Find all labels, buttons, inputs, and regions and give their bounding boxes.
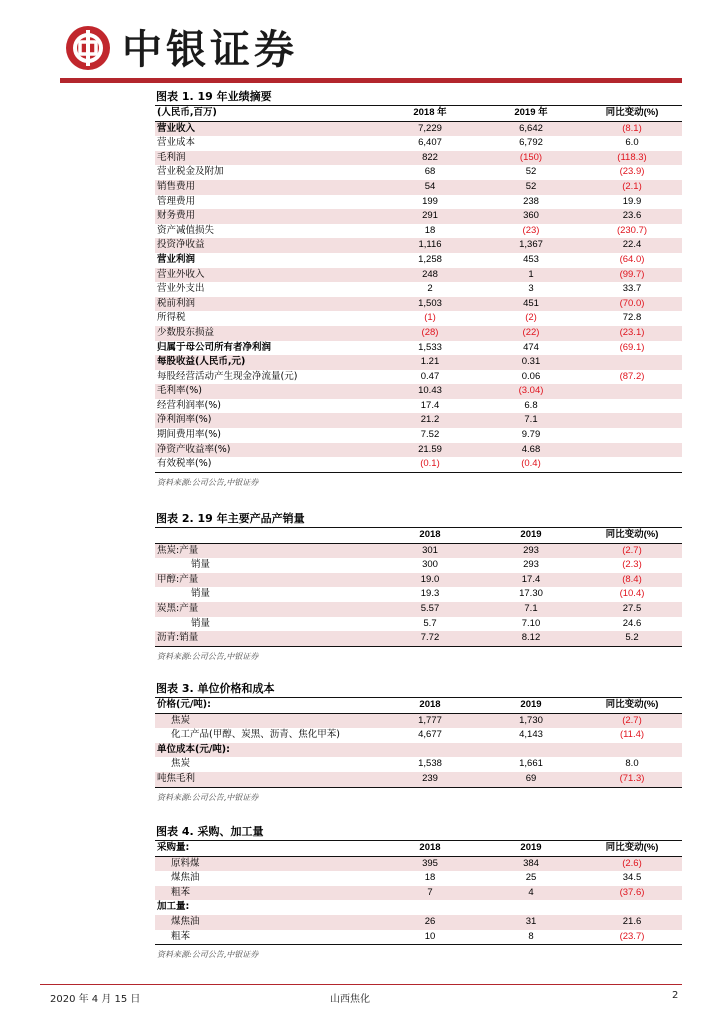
cell-v2019 — [480, 900, 582, 915]
row-label: 期间费用率(%) — [157, 429, 221, 441]
unit-price-cost-table — [155, 698, 682, 788]
row-label: 投资净收益 — [155, 238, 380, 253]
table-row — [155, 602, 682, 617]
column-header — [155, 528, 380, 543]
table-row — [155, 151, 682, 166]
cell-chg: (23.9) — [619, 166, 645, 178]
cell-v2018 — [380, 743, 480, 758]
cell-v2018: 822 — [380, 151, 480, 166]
column-header: 2019 — [480, 841, 582, 856]
row-label: 粗苯 — [155, 886, 380, 901]
table-row — [155, 900, 682, 915]
table-row — [155, 573, 682, 588]
cell-v2018: 6,407 — [418, 137, 442, 149]
cell-v2019: 293 — [523, 559, 539, 571]
cell-chg: 34.5 — [622, 872, 642, 884]
cell-v2019: 69 — [480, 772, 582, 787]
source-note: 资料来源:公司公告,中银证券 — [157, 651, 259, 661]
cell-v2018: 10 — [380, 930, 480, 945]
row-label: 营业税金及附加 — [157, 166, 224, 178]
cell-v2018: 291 — [380, 209, 480, 224]
cell-v2018: (1) — [424, 312, 436, 324]
table-row — [155, 543, 682, 558]
cell-chg — [582, 428, 682, 443]
table-row — [155, 413, 682, 428]
cell-chg: (23.1) — [582, 326, 682, 341]
row-label: 净利润率(%) — [155, 413, 380, 428]
table-row — [155, 631, 682, 646]
cell-v2019: 17.4 — [480, 573, 582, 588]
column-header: 2018 — [380, 698, 480, 713]
source-note: 资料来源:公司公告,中银证券 — [157, 950, 259, 960]
cell-v2018: 1,533 — [418, 341, 442, 353]
cell-chg: (99.7) — [582, 268, 682, 283]
cell-v2019: 6,642 — [480, 121, 582, 136]
row-label: 沥青:销量 — [155, 631, 380, 646]
cell-v2019: 0.06 — [521, 370, 541, 382]
column-header: 采购量: — [155, 841, 380, 856]
cell-v2018: (28) — [380, 326, 480, 341]
cell-v2019: 8 — [480, 930, 582, 945]
row-label: 经营利润率(%) — [157, 399, 221, 411]
cell-chg: (11.4) — [619, 729, 645, 741]
cell-chg: 23.6 — [582, 209, 682, 224]
row-label: 单位成本(元/吨): — [155, 743, 380, 758]
cell-chg: (87.2) — [619, 370, 645, 382]
cell-v2018: 0.47 — [420, 370, 440, 382]
cell-chg: 8.0 — [625, 758, 639, 770]
cell-v2019: (23) — [522, 224, 540, 236]
cell-v2018: (0.1) — [380, 457, 480, 472]
table-row — [155, 224, 682, 239]
cell-v2019: 1,367 — [480, 238, 582, 253]
table-row — [155, 930, 682, 945]
cell-chg: (2.1) — [582, 180, 682, 195]
cell-v2019: 3 — [528, 283, 534, 295]
table-row — [155, 713, 682, 728]
cell-chg — [582, 443, 682, 458]
cell-v2019: 453 — [523, 253, 539, 265]
cell-v2018: 5.7 — [423, 617, 437, 629]
cell-v2018: 199 — [422, 195, 438, 207]
table-row — [155, 384, 682, 399]
cell-v2018: 300 — [422, 559, 438, 571]
table-row — [155, 457, 682, 472]
cell-chg: 6.0 — [625, 137, 639, 149]
table-row — [155, 355, 682, 370]
cell-chg: (118.3) — [582, 151, 682, 166]
brand-name: 中银证券 — [122, 26, 298, 73]
cell-chg: 22.4 — [582, 238, 682, 253]
row-label: 财务费用 — [155, 209, 380, 224]
cell-v2018: 248 — [380, 268, 480, 283]
column-header: 价格(元/吨): — [155, 698, 380, 713]
cell-v2019: 7.10 — [521, 617, 541, 629]
table-row — [155, 341, 682, 356]
cell-v2018: 1,116 — [380, 238, 480, 253]
column-header: 2019 — [480, 698, 582, 713]
row-label: 煤焦油 — [155, 915, 380, 930]
header-divider — [60, 78, 682, 83]
table-row — [155, 871, 682, 886]
row-label: 焦炭 — [171, 758, 191, 770]
row-label: 归属于母公司所有者净利润 — [157, 341, 272, 353]
cell-v2018: 2 — [427, 283, 433, 295]
cell-v2019: 1,661 — [519, 758, 543, 770]
cell-v2019: (150) — [480, 151, 582, 166]
cell-v2018: 7 — [380, 886, 480, 901]
row-label: 粗苯 — [155, 930, 380, 945]
row-label: 营业收入 — [155, 121, 380, 136]
cell-v2018: 1,258 — [418, 253, 442, 265]
cell-v2019 — [480, 743, 582, 758]
row-label: 少数股东损益 — [155, 326, 380, 341]
column-header: 同比变动(%) — [582, 698, 682, 713]
cell-v2019: 474 — [523, 341, 539, 353]
row-label: 营业外支出 — [157, 283, 205, 295]
row-label: 资产减值损失 — [157, 224, 215, 236]
cell-v2018: 26 — [380, 915, 480, 930]
cell-chg: (2.6) — [582, 856, 682, 871]
table-row — [155, 311, 682, 326]
row-label: 加工量: — [157, 901, 190, 913]
cell-v2019: 4.68 — [480, 443, 582, 458]
footer-date: 2020 年 4 月 15 日 — [50, 994, 141, 1005]
cell-chg — [582, 355, 682, 370]
table-row — [155, 370, 682, 385]
cell-v2019: 6,792 — [519, 137, 543, 149]
cell-chg: (37.6) — [582, 886, 682, 901]
cell-v2018: 5.57 — [380, 602, 480, 617]
cell-v2018: 19.0 — [380, 573, 480, 588]
table-row — [155, 728, 682, 743]
cell-v2019: 293 — [480, 543, 582, 558]
row-label: 管理费用 — [157, 195, 196, 207]
cell-v2019: 0.31 — [480, 355, 582, 370]
row-label: 营业外收入 — [155, 268, 380, 283]
table-row — [155, 617, 682, 632]
table-row — [155, 180, 682, 195]
production-sales-table — [155, 528, 682, 647]
row-label: 吨焦毛利 — [155, 772, 380, 787]
table-row — [155, 915, 682, 930]
cell-v2018: 1,503 — [380, 297, 480, 312]
cell-chg: 24.6 — [622, 617, 642, 629]
column-header: 2019 — [480, 528, 582, 543]
cell-v2019: 52 — [525, 166, 537, 178]
cell-v2019: 4,143 — [519, 729, 543, 741]
table-row — [155, 443, 682, 458]
cell-v2018: 54 — [380, 180, 480, 195]
table-row — [155, 238, 682, 253]
row-label: 销量 — [191, 559, 211, 571]
exhibit-title: 图表 4. 采购、加工量 — [155, 823, 682, 841]
cell-v2018: 1,777 — [380, 713, 480, 728]
cell-v2019: (2) — [525, 312, 537, 324]
row-label: 焦炭:产量 — [155, 543, 380, 558]
cell-v2018: 19.3 — [420, 588, 440, 600]
cell-v2018: 395 — [380, 856, 480, 871]
cell-chg: (64.0) — [619, 253, 645, 265]
cell-v2018: 18 — [424, 224, 436, 236]
cell-chg — [582, 399, 682, 414]
cell-chg: (8.4) — [582, 573, 682, 588]
cell-chg: (23.7) — [582, 930, 682, 945]
cell-v2019: 384 — [480, 856, 582, 871]
cell-chg: 33.7 — [622, 283, 642, 295]
table-row — [155, 757, 682, 772]
row-label: 毛利润 — [155, 151, 380, 166]
source-note: 资料来源:公司公告,中银证券 — [157, 477, 259, 487]
table-row — [155, 428, 682, 443]
cell-chg: 5.2 — [582, 631, 682, 646]
cell-chg: 27.5 — [582, 602, 682, 617]
table-row — [155, 326, 682, 341]
exhibit-title: 图表 1. 19 年业绩摘要 — [155, 88, 682, 106]
column-header: 2019 年 — [480, 106, 582, 121]
column-header: 2018 — [380, 528, 480, 543]
cell-chg: (2.7) — [582, 713, 682, 728]
row-label: 销量 — [191, 617, 211, 629]
cell-v2018: 7.72 — [380, 631, 480, 646]
cell-chg: 72.8 — [622, 312, 642, 324]
table-row — [155, 587, 682, 602]
cell-v2018: 10.43 — [380, 384, 480, 399]
financial-summary-table — [155, 106, 682, 473]
cell-chg — [582, 743, 682, 758]
cell-v2019: 360 — [480, 209, 582, 224]
row-label: 焦炭 — [155, 713, 380, 728]
cell-v2018: 4,677 — [418, 729, 442, 741]
cell-chg: (10.4) — [619, 588, 645, 600]
row-label: 炭黑:产量 — [155, 602, 380, 617]
cell-chg — [582, 413, 682, 428]
row-label: 所得税 — [157, 312, 186, 324]
row-label: 净资产收益率(%) — [155, 443, 380, 458]
cell-v2019: (22) — [480, 326, 582, 341]
table-row — [155, 253, 682, 268]
cell-v2019: 8.12 — [480, 631, 582, 646]
table-row — [155, 886, 682, 901]
row-label: 税前利润 — [155, 297, 380, 312]
table-row — [155, 121, 682, 136]
exhibit-1 — [155, 88, 682, 490]
cell-v2019: 451 — [480, 297, 582, 312]
cell-chg: 21.6 — [582, 915, 682, 930]
cell-v2018: 1.21 — [380, 355, 480, 370]
row-label: 每股收益(人民币,元) — [155, 355, 380, 370]
cell-v2018: 7.52 — [420, 429, 440, 441]
cell-chg: (230.7) — [616, 224, 648, 236]
table-row — [155, 165, 682, 180]
cell-v2019: 1 — [480, 268, 582, 283]
column-header: 2018 年 — [380, 106, 480, 121]
cell-v2019: (0.4) — [480, 457, 582, 472]
column-header: 2018 — [380, 841, 480, 856]
table-row — [155, 743, 682, 758]
column-header: (人民币,百万) — [155, 106, 380, 121]
cell-v2018: 1,538 — [418, 758, 442, 770]
footer-divider — [40, 984, 682, 985]
row-label: 营业成本 — [157, 137, 196, 149]
footer-company: 山西焦化 — [330, 994, 370, 1005]
cell-v2019: 6.8 — [524, 399, 538, 411]
cell-v2018: 21.59 — [380, 443, 480, 458]
column-header: 同比变动(%) — [582, 528, 682, 543]
table-row — [155, 136, 682, 151]
cell-v2019: 4 — [480, 886, 582, 901]
column-header: 同比变动(%) — [582, 106, 682, 121]
table-row — [155, 268, 682, 283]
cell-v2018: 239 — [380, 772, 480, 787]
table-row — [155, 399, 682, 414]
row-label: 原料煤 — [155, 856, 380, 871]
row-label: 毛利率(%) — [155, 384, 380, 399]
row-label: 煤焦油 — [171, 872, 200, 884]
row-label: 销售费用 — [155, 180, 380, 195]
cell-v2018: 17.4 — [420, 399, 440, 411]
table-row — [155, 209, 682, 224]
row-label: 营业利润 — [157, 253, 196, 265]
cell-chg — [582, 900, 682, 915]
exhibit-title: 图表 3. 单位价格和成本 — [155, 680, 682, 698]
row-label: 销量 — [191, 588, 211, 600]
cell-v2019: 1,730 — [480, 713, 582, 728]
cell-v2018: 18 — [424, 872, 436, 884]
row-label: 每股经营活动产生现金净流量(元) — [157, 370, 298, 382]
column-header: 同比变动(%) — [582, 841, 682, 856]
cell-chg: (70.0) — [582, 297, 682, 312]
cell-v2018: 68 — [424, 166, 436, 178]
table-row — [155, 282, 682, 297]
exhibit-2 — [155, 510, 682, 664]
table-row — [155, 297, 682, 312]
cell-chg: (8.1) — [582, 121, 682, 136]
cell-v2018 — [380, 900, 480, 915]
cell-v2019: 25 — [525, 872, 537, 884]
cell-v2019: 9.79 — [521, 429, 541, 441]
cell-v2019: 7.1 — [480, 413, 582, 428]
report-header — [60, 20, 682, 82]
table-row — [155, 558, 682, 573]
cell-v2019: (3.04) — [480, 384, 582, 399]
cell-v2019: 238 — [523, 195, 539, 207]
table-row — [155, 195, 682, 210]
purchase-processing-table — [155, 841, 682, 945]
cell-v2019: 52 — [480, 180, 582, 195]
table-row — [155, 772, 682, 787]
cell-v2018: 7,229 — [380, 121, 480, 136]
cell-chg: (2.3) — [622, 559, 642, 571]
cell-v2018: 301 — [380, 543, 480, 558]
row-label: 化工产品(甲醇、炭黑、沥青、焦化甲苯) — [171, 729, 340, 741]
cell-chg: 19.9 — [622, 195, 642, 207]
cell-v2019: 31 — [480, 915, 582, 930]
page-number: 2 — [672, 990, 679, 1001]
cell-chg — [582, 384, 682, 399]
cell-chg: (2.7) — [582, 543, 682, 558]
cell-v2019: 17.30 — [519, 588, 543, 600]
exhibit-title: 图表 2. 19 年主要产品产销量 — [155, 510, 682, 528]
cell-chg: (69.1) — [619, 341, 645, 353]
row-label: 有效税率(%) — [155, 457, 380, 472]
cell-v2019: 7.1 — [480, 602, 582, 617]
bank-of-china-logo-icon — [66, 26, 110, 70]
cell-v2018: 21.2 — [380, 413, 480, 428]
table-row — [155, 856, 682, 871]
exhibit-3 — [155, 680, 682, 805]
row-label: 甲醇:产量 — [155, 573, 380, 588]
source-note: 资料来源:公司公告,中银证券 — [157, 792, 259, 802]
cell-chg: (71.3) — [582, 772, 682, 787]
cell-chg — [582, 457, 682, 472]
exhibit-4 — [155, 823, 682, 962]
